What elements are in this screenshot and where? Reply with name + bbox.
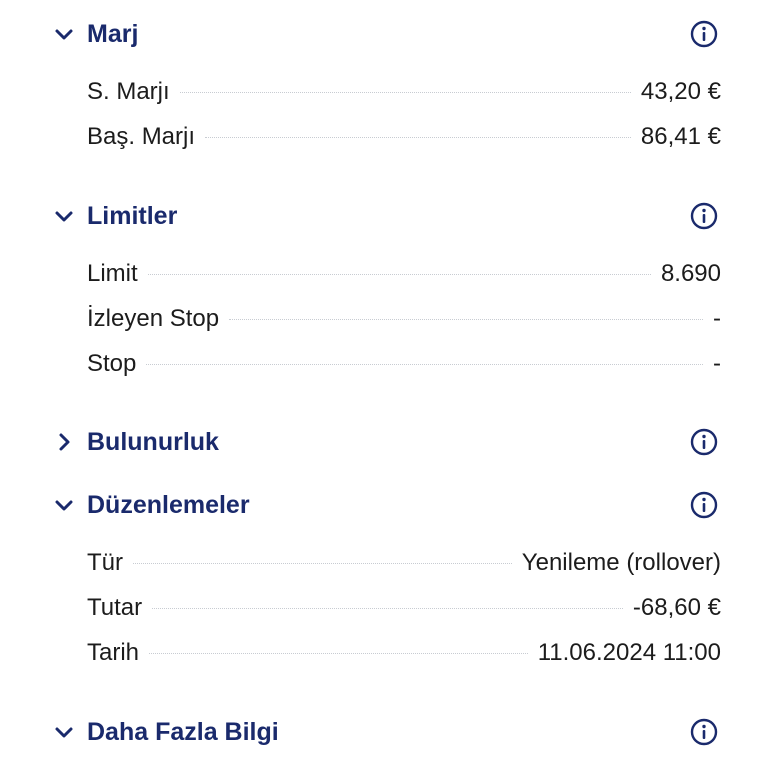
section-header-more-info[interactable] xyxy=(0,710,768,754)
row-value: 8.690 xyxy=(660,260,721,287)
info-icon[interactable] xyxy=(688,426,720,458)
section-header-limits[interactable] xyxy=(0,194,768,238)
row-label: Tutar xyxy=(87,594,143,621)
dotted-leader xyxy=(152,608,623,609)
dotted-leader xyxy=(229,319,703,320)
section-title-adjustments: Düzenlemeler xyxy=(87,491,250,519)
row-value: -68,60 € xyxy=(632,594,721,621)
chevron-down-icon xyxy=(52,493,76,517)
row-limit xyxy=(87,256,721,292)
row-type xyxy=(87,545,721,581)
row-stop xyxy=(87,346,721,382)
row-label: İzleyen Stop xyxy=(87,305,220,332)
section-header-margin[interactable] xyxy=(0,12,768,56)
row-date xyxy=(87,635,721,671)
row-amount xyxy=(87,590,721,626)
row-value: 11.06.2024 11:00 xyxy=(537,639,721,666)
dotted-leader xyxy=(146,364,703,365)
row-label: Limit xyxy=(87,260,138,287)
section-title-margin: Marj xyxy=(87,20,139,48)
row-value: - xyxy=(713,350,721,377)
row-value: 43,20 € xyxy=(640,78,721,105)
row-label: Stop xyxy=(87,350,137,377)
row-maintenance-margin xyxy=(87,74,721,110)
chevron-down-icon xyxy=(52,204,76,228)
chevron-down-icon xyxy=(52,720,76,744)
info-icon[interactable] xyxy=(688,489,720,521)
row-label: Tarih xyxy=(87,639,140,666)
row-label: S. Marjı xyxy=(87,78,170,105)
dotted-leader xyxy=(133,563,512,564)
section-header-availability[interactable] xyxy=(0,420,768,464)
row-value: 86,41 € xyxy=(640,123,721,150)
row-value: Yenileme (rollover) xyxy=(521,549,721,576)
section-title-more-info: Daha Fazla Bilgi xyxy=(87,718,279,746)
chevron-right-icon xyxy=(52,430,76,454)
info-icon[interactable] xyxy=(688,18,720,50)
row-initial-margin xyxy=(87,119,721,155)
row-trailing-stop xyxy=(87,301,721,337)
info-icon[interactable] xyxy=(688,200,720,232)
dotted-leader xyxy=(205,137,631,138)
section-title-availability: Bulunurluk xyxy=(87,428,219,456)
dotted-leader xyxy=(180,92,631,93)
chevron-down-icon xyxy=(52,22,76,46)
row-label: Tür xyxy=(87,549,123,576)
section-header-adjustments[interactable] xyxy=(0,483,768,527)
dotted-leader xyxy=(148,274,651,275)
info-icon[interactable] xyxy=(688,716,720,748)
row-label: Baş. Marjı xyxy=(87,123,196,150)
section-title-limits: Limitler xyxy=(87,202,178,230)
row-value: - xyxy=(713,305,721,332)
dotted-leader xyxy=(149,653,528,654)
